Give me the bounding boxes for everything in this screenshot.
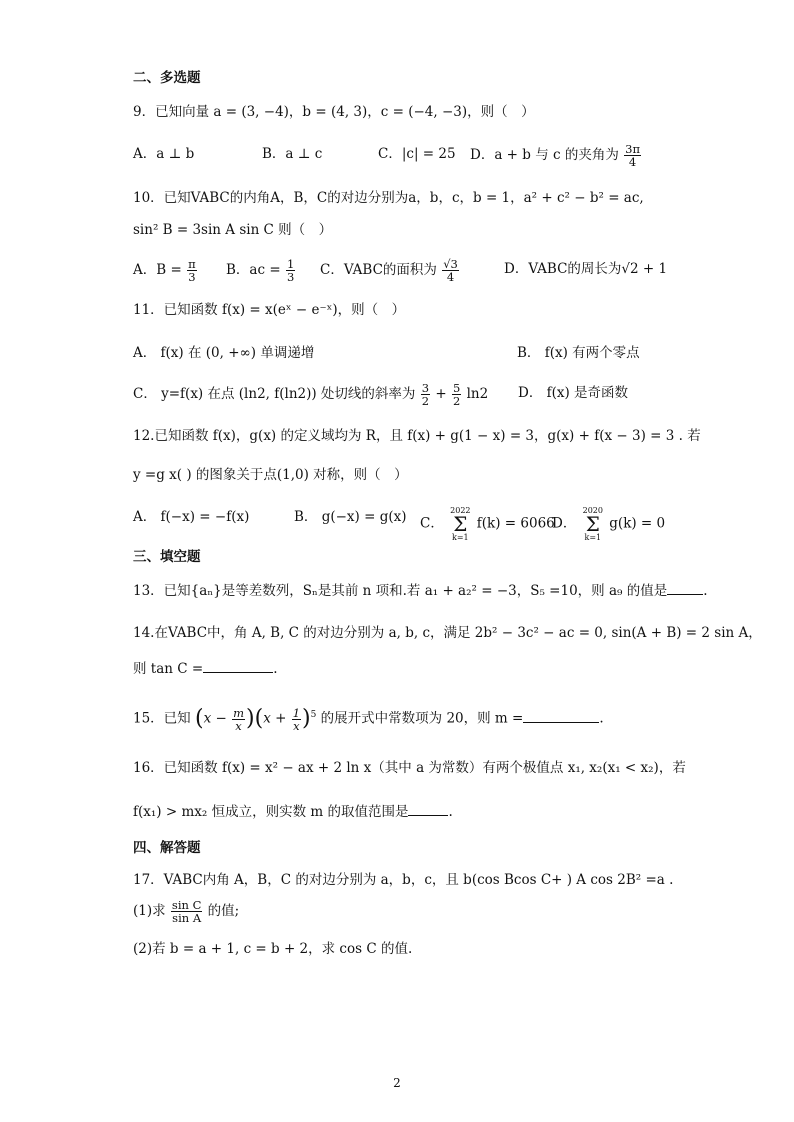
question-13 <box>133 580 708 602</box>
question-12-stem-line-1: 12.已知函数 f(x)，g(x) 的定义域均为 R，且 f(x) + g(1 − x) = 3，g(x) + f(x − 3) = 3 . 若 <box>133 428 701 444</box>
question-text: 的展开式中常数项为 20，则 m = <box>320 710 524 727</box>
fraction-numerator: π <box>188 257 196 271</box>
summation-lower-limit: k=1 <box>584 533 602 542</box>
fraction-numerator: 5 <box>452 381 461 395</box>
question-9-option-d <box>470 143 642 168</box>
question-11-option-b: B． f(x) 有两个零点 <box>517 345 640 361</box>
fraction-denominator: 3 <box>188 270 196 284</box>
summation-upper-limit: 2020 <box>582 506 603 515</box>
option-text: D． <box>552 515 577 532</box>
question-11-option-a: A． f(x) 在 (0, +∞) 单调递增 <box>133 345 315 361</box>
question-16-line-1: 16．已知函数 f(x) = x² − ax + 2 ln x（其中 a 为常数）有两个极值点 x₁, x₂(x₁ < x₂)，若 <box>133 760 686 776</box>
option-text: ln2 <box>466 386 489 402</box>
fraction <box>286 258 295 283</box>
question-10-option-b <box>226 258 296 283</box>
question-text: . <box>599 710 604 727</box>
fraction-denominator: 2 <box>452 394 461 408</box>
fraction-numerator: 1 <box>292 705 301 720</box>
summation-lower-limit: k=1 <box>452 533 469 542</box>
question-10-option-a <box>133 258 198 283</box>
section-heading-fill-in: 三、填空题 <box>133 549 201 565</box>
question-text: 则 tan C = <box>133 661 204 677</box>
fraction <box>452 382 461 407</box>
option-text: A．B = <box>133 262 182 278</box>
summation <box>450 506 470 542</box>
question-9-option-b: B．a ⊥ c <box>262 146 323 162</box>
question-14-line-2 <box>133 658 694 680</box>
page-number: 2 <box>393 1076 401 1090</box>
fraction <box>624 143 641 168</box>
fraction-numerator: 3 <box>421 381 430 395</box>
option-text: f(k) = 6066 <box>476 515 555 532</box>
fraction-denominator: 4 <box>446 270 455 284</box>
question-text: f(x₁) > mx₂ 恒成立，则实数 m 的取值范围是 <box>133 804 409 820</box>
answer-blank[interactable] <box>408 801 448 816</box>
fraction <box>442 258 459 283</box>
question-12-stem-line-2: y =g x( ) 的图象关于点(1,0) 对称，则（ ） <box>133 467 408 483</box>
fraction <box>171 899 202 924</box>
expression-term: x + <box>263 710 287 727</box>
question-12-option-b: B． g(−x) = g(x) <box>294 509 407 525</box>
question-10-option-d: D．VABC的周长为√2 + 1 <box>504 261 668 277</box>
summation-upper-limit: 2022 <box>450 506 471 515</box>
fraction <box>292 707 301 732</box>
exponent: 5 <box>310 710 317 720</box>
right-paren: ) <box>246 706 255 731</box>
question-text: 13．已知{aₙ}是等差数列，Sₙ是其前 n 项和.若 a₁ + a₂² = −3，S₅ =10，则 a₉ 的值是 <box>133 583 668 599</box>
question-17-part-2: (2)若 b = a + 1, c = b + 2，求 cos C 的值. <box>133 941 413 957</box>
fraction-denominator: 3 <box>286 270 295 284</box>
question-9-option-a: A．a ⊥ b <box>133 146 195 162</box>
option-text: + <box>435 386 447 402</box>
question-9-option-c: C．|c| = 25 <box>378 146 456 162</box>
question-15 <box>133 704 694 732</box>
fraction-denominator: x <box>235 718 242 733</box>
summation <box>583 506 603 542</box>
fraction <box>232 707 245 732</box>
fraction-denominator: 2 <box>421 394 430 408</box>
fraction-numerator: 1 <box>286 257 295 271</box>
question-17-stem: 17．VABC内角 A，B，C 的对边分别为 a，b，c，且 b(cos Bcos C+ ) A cos 2B² =a . <box>133 872 674 888</box>
question-text: 的值; <box>207 903 240 919</box>
fraction <box>187 258 197 283</box>
option-text: C．VABC的面积为 <box>320 262 437 278</box>
option-text: B．ac = <box>226 262 281 278</box>
question-text: . <box>703 583 708 599</box>
left-paren: ( <box>194 706 204 731</box>
answer-blank[interactable] <box>667 580 703 595</box>
question-9-stem: 9．已知向量 a = (3, −4)，b = (4, 3)，c = (−4, −3)，则（ ） <box>133 104 535 120</box>
right-paren: ) <box>302 706 311 731</box>
option-text: C． <box>420 515 444 532</box>
sigma-symbol: Σ <box>585 512 600 536</box>
question-10-stem-line-2: sin² B = 3sin A sin C 则（ ） <box>133 222 333 238</box>
option-text: g(k) = 0 <box>609 515 666 532</box>
question-11-option-d: D． f(x) 是奇函数 <box>518 385 629 401</box>
question-17-part-1 <box>133 899 694 924</box>
question-11-stem: 11．已知函数 f(x) = x(eˣ − e⁻ˣ)，则（ ） <box>133 302 406 318</box>
question-11-option-c <box>133 382 488 407</box>
section-heading-multiple-choice: 二、多选题 <box>133 70 201 86</box>
question-text: . <box>448 804 453 820</box>
question-12-option-d <box>552 506 665 542</box>
question-10-option-c <box>320 258 460 283</box>
question-12-option-a: A． f(−x) = −f(x) <box>133 509 250 525</box>
fraction-numerator: sin C <box>171 898 202 912</box>
fraction-denominator: sin A <box>172 911 202 925</box>
fraction <box>421 382 430 407</box>
fraction-numerator: 3π <box>625 142 641 156</box>
question-10-stem-line-1: 10．已知VABC的内角A，B，C的对边分别为a，b，c，b = 1，a² + c² − b² = ac, <box>133 190 644 206</box>
fraction-denominator: 4 <box>628 155 637 169</box>
fraction-denominator: x <box>293 718 300 733</box>
question-14-line-1: 14.在VABC中，角 A, B, C 的对边分别为 a, b, c，满足 2b² − 3c² − ac = 0, sin(A + B) = 2 sin A， <box>133 625 762 641</box>
answer-blank[interactable] <box>203 658 273 673</box>
fraction-numerator: √3 <box>443 257 458 271</box>
left-paren: ( <box>254 706 264 731</box>
question-9-option-d-text: D．a + b 与 c 的夹角为 <box>470 147 619 163</box>
section-heading-answer: 四、解答题 <box>133 840 201 856</box>
expression-term: x − <box>203 710 227 727</box>
fraction-numerator: m <box>233 705 244 720</box>
question-16-line-2 <box>133 801 694 823</box>
question-text: 15．已知 <box>133 710 191 727</box>
answer-blank[interactable] <box>523 708 599 723</box>
question-text: (1)求 <box>133 903 166 919</box>
question-text: . <box>273 661 278 677</box>
question-12-option-c <box>420 506 555 542</box>
option-text: C． y=f(x) 在点 (ln2, f(ln2)) 处切线的斜率为 <box>133 386 416 402</box>
sigma-symbol: Σ <box>453 512 468 536</box>
